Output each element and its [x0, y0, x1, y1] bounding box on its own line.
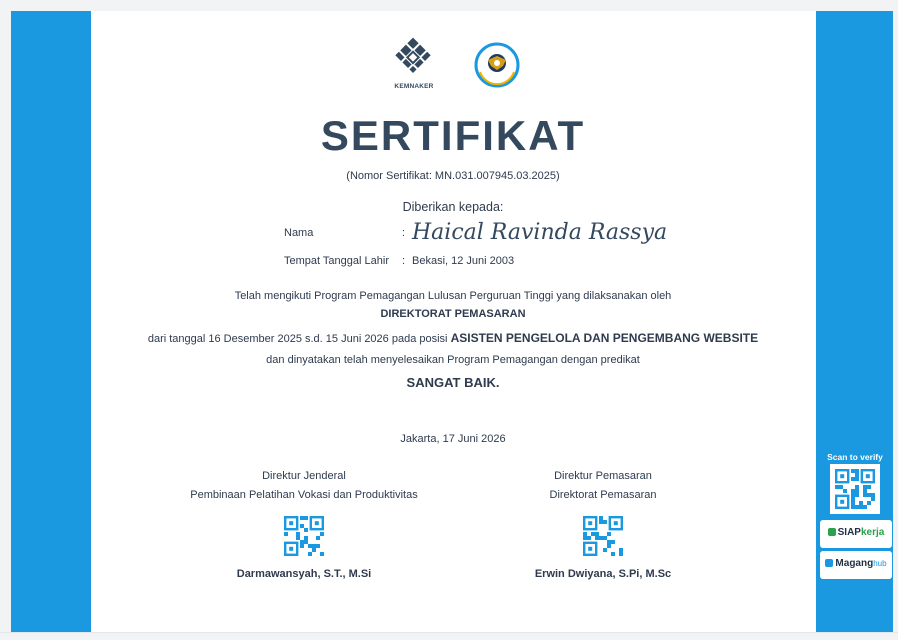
given-to-label: Diberikan kepada:	[402, 200, 504, 214]
predicate: SANGAT BAIK.	[406, 375, 500, 390]
scan-to-verify-label: Scan to verify	[827, 452, 883, 462]
left-decorative-band	[11, 11, 91, 632]
signatory-1-name: Darmawansyah, S.T., M.Si	[236, 568, 372, 580]
signatory-1-title: Direktur Jenderal	[262, 470, 346, 482]
maganghub-text-b: hub	[873, 559, 887, 568]
maganghub-logo-icon	[825, 559, 833, 567]
body-line-4: dan dinyatakan telah menyelesaikan Program Pemagangan dengan predikat	[266, 354, 640, 366]
garuda-emblem-icon	[474, 42, 520, 88]
directorate-name: DIREKTORAT PEMASARAN	[380, 308, 526, 320]
certificate-number: (Nomor Sertifikat: MN.031.007945.03.2025)	[346, 170, 560, 182]
certificate-title: SERTIFIKAT	[320, 112, 586, 159]
siapkerja-logo-icon	[828, 528, 836, 536]
kemnaker-caption: KEMNAKER	[394, 83, 434, 90]
viewer-frame-right	[893, 0, 898, 639]
name-colon: :	[402, 227, 406, 239]
birth-label: Tempat Tanggal Lahir	[284, 255, 389, 267]
period-text: dari tanggal 16 Desember 2025 s.d. 15 Juni 2026 pada posisi	[147, 333, 448, 345]
signatory-2-title: Direktur Pemasaran	[554, 470, 652, 482]
recipient-name: Haical Ravinda Rassya	[412, 220, 668, 245]
signature-qr-2	[583, 516, 623, 556]
siapkerja-text-b: kerja	[860, 527, 885, 538]
position-name: ASISTEN PENGELOLA DAN PENGEMBANG WEBSITE	[450, 331, 759, 345]
siapkerja-text-a: SIAP	[837, 527, 861, 538]
maganghub-text-a: Magang	[835, 558, 874, 569]
signatory-1-subtitle: Pembinaan Pelatihan Vokasi dan Produktivitas	[190, 489, 418, 501]
siapkerja-badge[interactable]	[820, 520, 892, 548]
birth-value: Bekasi, 12 Juni 2003	[412, 255, 515, 267]
place-date: Jakarta, 17 Juni 2026	[400, 433, 506, 445]
name-label: Nama	[284, 227, 314, 239]
viewer-frame-left	[0, 0, 11, 639]
signatory-2-subtitle: Direktorat Pemasaran	[549, 489, 657, 501]
body-line-1: Telah mengikuti Program Pemagangan Lulusan Perguruan Tinggi yang dilaksanakan oleh	[234, 290, 672, 302]
viewer-frame-top	[0, 0, 898, 11]
signature-qr-1	[284, 516, 324, 556]
verify-qr-code[interactable]	[835, 469, 875, 509]
maganghub-badge[interactable]	[820, 551, 892, 579]
signatory-2-name: Erwin Dwiyana, S.Pi, M.Sc	[534, 568, 672, 580]
birth-colon: :	[402, 255, 406, 267]
body-line-3	[100, 331, 806, 345]
